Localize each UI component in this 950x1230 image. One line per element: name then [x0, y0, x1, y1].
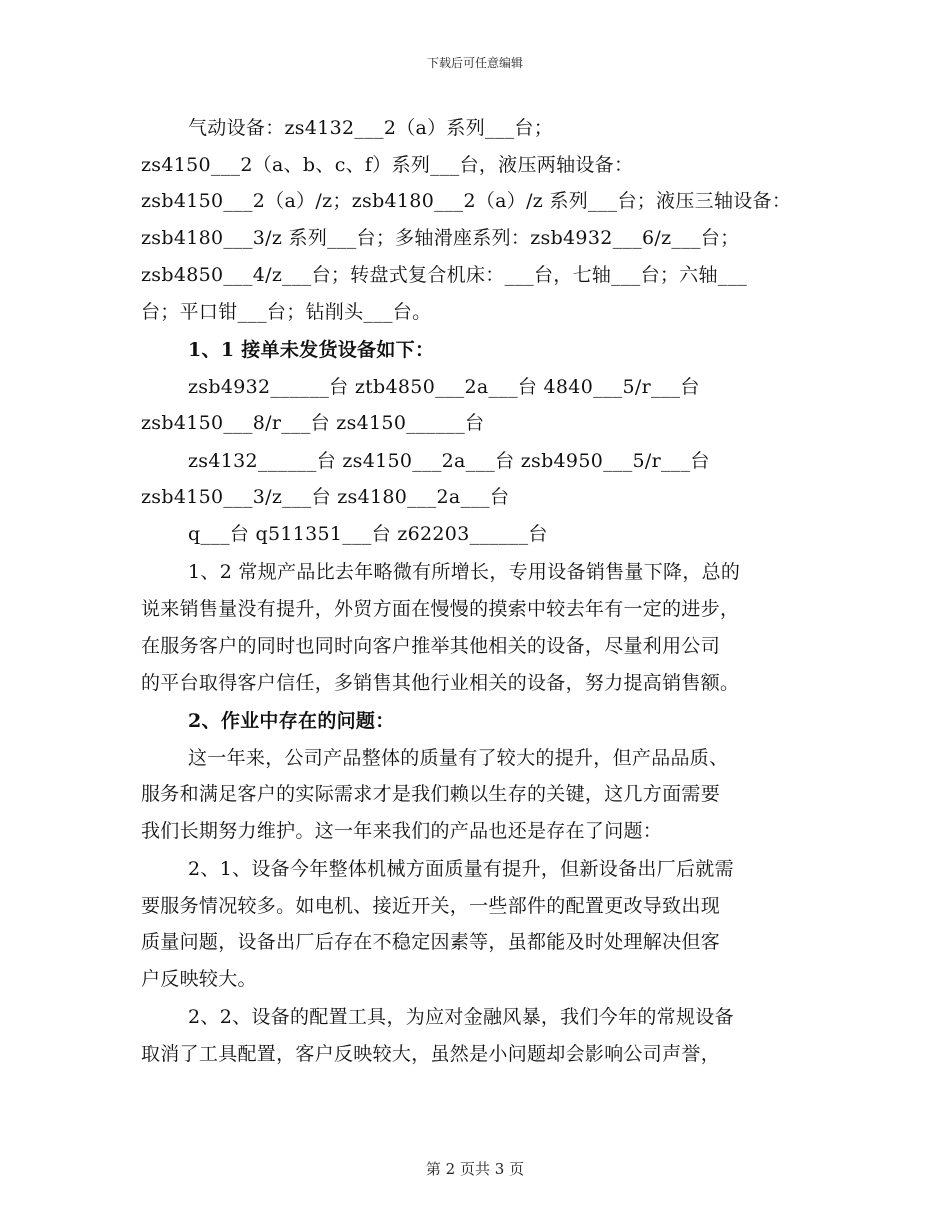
- text-line: zsb4150___8/r___台 zs4150______台: [141, 412, 485, 434]
- page-header: 下载后可任意编辑: [426, 56, 523, 70]
- text-line: 说来销售量没有提升，外贸方面在慢慢的摸索中较去年有一定的进步，: [141, 598, 740, 620]
- text-line: zsb4932______台 ztb4850___2a___台 4840___5/r___台: [188, 376, 700, 398]
- text-line: 2、1、设备今年整体机械方面质量有提升，但新设备出厂后就需: [188, 858, 734, 880]
- section-heading: 2、作业中存在的问题：: [188, 710, 395, 732]
- text-line: zs4150___2（a、b、c、f）系列___台，液压两轴设备：: [141, 154, 634, 176]
- text-line: q___台 q511351___台 z62203______台: [188, 523, 548, 545]
- section-heading: 1、1 接单未发货设备如下：: [188, 339, 435, 361]
- page-footer: 第 2 页共 3 页: [425, 1160, 525, 1178]
- text-line: zsb4850___4/z___台；转盘式复合机床：___台，七轴___台；六轴___: [141, 264, 748, 286]
- text-line: 户反映较大。: [141, 968, 257, 990]
- text-line: 这一年来，公司产品整体的质量有了较大的提升，但产品品质、: [188, 747, 729, 769]
- text-line: 要服务情况较多。如电机、接近开关，一些部件的配置更改导致出现: [141, 895, 721, 917]
- text-line: 气动设备：zs4132___2（a）系列___台；: [188, 117, 554, 139]
- text-line: 质量问题，设备出厂后存在不稳定因素等，虽都能及时处理解决但客: [141, 931, 721, 953]
- text-line: 服务和满足客户的实际需求才是我们赖以生存的关键，这几方面需要: [141, 783, 721, 805]
- text-line: zsb4150___3/z___台 zs4180___2a___台: [141, 486, 510, 508]
- text-line: zs4132______台 zs4150___2a___台 zsb4950___5/r___台: [188, 450, 710, 472]
- text-line: 1、2 常规产品比去年略微有所增长，专用设备销售量下降，总的: [188, 561, 741, 583]
- text-line: zsb4150___2（a）/z；zsb4180___2（a）/z 系列___台；液压三轴设备：: [141, 190, 792, 212]
- text-line: 2、2、设备的配置工具，为应对金融风暴，我们今年的常规设备: [188, 1006, 734, 1028]
- text-line: 台；平口钳___台；钻削头___台。: [141, 301, 432, 323]
- text-line: zsb4180___3/z 系列___台；多轴滑座系列：zsb4932___6/z___台；: [141, 227, 740, 249]
- text-line: 取消了工具配置，客户反映较大，虽然是小问题却会影响公司声誉，: [141, 1043, 721, 1065]
- text-line: 我们长期努力维护。这一年来我们的产品也还是存在了问题：: [141, 820, 663, 842]
- text-line: 在服务客户的同时也同时向客户推举其他相关的设备，尽量利用公司: [141, 635, 721, 657]
- text-line: 的平台取得客户信任，多销售其他行业相关的设备，努力提高销售额。: [141, 672, 740, 694]
